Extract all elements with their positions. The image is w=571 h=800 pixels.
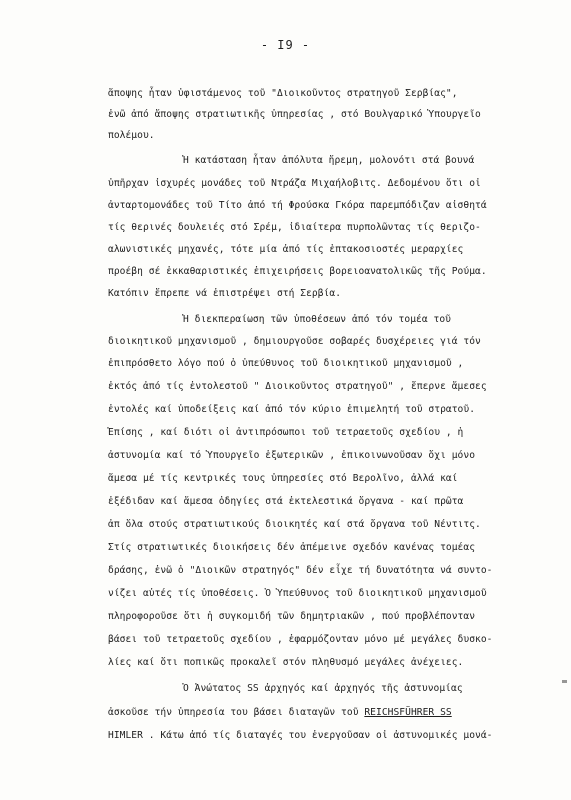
text-line: Ἡ διεκπεραίωση τῶν ὑποθέσεων ἀπό τόν τομέα τοῦ — [183, 314, 451, 325]
text-line: διοικητικοῦ μηχανισμοῦ , δημιουργοῦσε σοβαρές δυσχέρειες γιά τόν — [108, 336, 481, 347]
text-segment: ἀσκοῦσε τήν ὑπηρεσία του βάσει διαταγῶν τοῦ — [108, 707, 359, 718]
text-line: πολέμου. — [108, 130, 155, 141]
text-line: ἀστυνομία καί τό Ὑπουργεῖο ἐξωτερικῶν , ἐπικοινωνοῦσαν ὄχι μόνο — [108, 450, 476, 461]
text-line: Στίς στρατιωτικές διοικήσεις δέν ἀπέμεινε σχεδόν κανένας τομέας — [108, 542, 476, 553]
text-line: βάσει τοῦ τετραετοῦς σχεδίου , ἐφαρμόζονταν μόνο μέ μεγάλες δυσκο- — [108, 634, 493, 645]
text-line: ἄμεσα μέ τίς κεντρικές τους ὑπηρεσίες στό Βερολῖνο, ἀλλά καί — [108, 473, 458, 484]
text-line: Ἡ κατάσταση ἦταν ἀπόλυτα ἤρεμη, μολονότι στά βουνά — [183, 155, 475, 166]
scan-mark — [562, 680, 567, 683]
text-line: δράσης, ἐνῶ ὁ "Διοικῶν στρατηγός" δέν εἶχε τή δυνατότητα νά συντο- — [108, 565, 493, 576]
text-line: αλωνιστικές μηχανές, τότε μία ἀπό τίς ἑπτακοσιοστές μεραρχίες — [108, 244, 464, 255]
underlined-term: REICHSFÜHRER SS — [364, 707, 452, 718]
text-line: πληροφοροῦσε ὅτι ἡ συγκομιδή τῶν δημητριακῶν , πού προβλέπονταν — [108, 611, 476, 622]
text-line: ἐπιπρόσθετο λόγο πού ὁ ὑπεύθυνος τοῦ διοικητικοῦ μηχανισμοῦ , — [108, 358, 464, 369]
text-line: ἄποψης ἦταν ὑφιστάμενος τοῦ "Διοικοῦντος στρατηγοῦ Σερβίας", — [108, 88, 458, 99]
text-line: ἐνῶ ἀπό ἄποψης στρατιωτικῆς ὑπηρεσίας , στό Βουλγαρικό Ὑπουργεῖο — [108, 109, 481, 120]
text-line — [108, 707, 452, 718]
text-line: ἐκτός ἀπό τίς ἐντολεστοῦ " Διοικοῦντος στρατηγοῦ" , ἔπερνε ἄμεσες — [108, 381, 487, 392]
text-line: Ἐπίσης , καί διότι οἱ ἀντιπρόσωποι τοῦ τετραετοῦς σχεδίου , ἡ — [108, 427, 464, 438]
text-line: ἀπ ὅλα στούς στρατιωτικούς διοικητές καί στά ὄργανα τοῦ Νέντιτς. — [108, 519, 481, 530]
text-line: ἀνταρτομονάδες τοῦ Τίτο ἀπό τή Φρούσκα Γκόρα παρεμπόδιζαν αἰσθητά — [108, 200, 487, 211]
page-number: - I9 - — [260, 38, 311, 52]
text-line: τίς θερινές δουλειές στό Σρέμ, ἰδιαίτερα πυρπολῶντας τίς θεριζο- — [108, 222, 481, 233]
text-line: ἐντολές καί ὑποδείξεις καί ἀπό τόν κύριο ἐπιμελητή τοῦ στρατοῦ. — [108, 404, 476, 415]
text-line: HIMLER . Κάτω ἀπό τίς διαταγές του ἐνεργοῦσαν οἱ ἀστυνομικές μονά- — [108, 730, 493, 741]
text-line: λίες καί ὅτι ποπικῶς προκαλεῖ στόν πληθυσμό μεγάλες ἀνέχειες. — [108, 657, 464, 668]
text-line: ἐξέδιδαν καί ἄμεσα ὁδηγίες στά ἐκτελεστικά ὄργανα - καί πρῶτα — [108, 496, 464, 507]
text-line: προέβη σέ ἐκκαθαριστικές ἐπιχειρήσεις βορειοανατολικῶς τῆς Ρούμα. — [108, 266, 487, 277]
text-line: ὑπῆρχαν ἰσχυρές μονάδες τοῦ Ντράζα Μιχαήλοβιτς. Δεδομένου ὅτι οἱ — [108, 178, 481, 189]
text-line: νίζει αὐτές τίς ὑποθέσεις. Ὁ Ὑπεύθυνος τοῦ διοικητικοῦ μηχανισμοῦ — [108, 588, 487, 599]
text-line: Ὁ Ἀνώτατος SS ἀρχηγός καί ἀρχηγός τῆς ἀστυνομίας — [183, 683, 463, 694]
text-line: Κατόπιν ἔπρεπε νά ἐπιστρέψει στή Σερβία. — [108, 288, 342, 299]
